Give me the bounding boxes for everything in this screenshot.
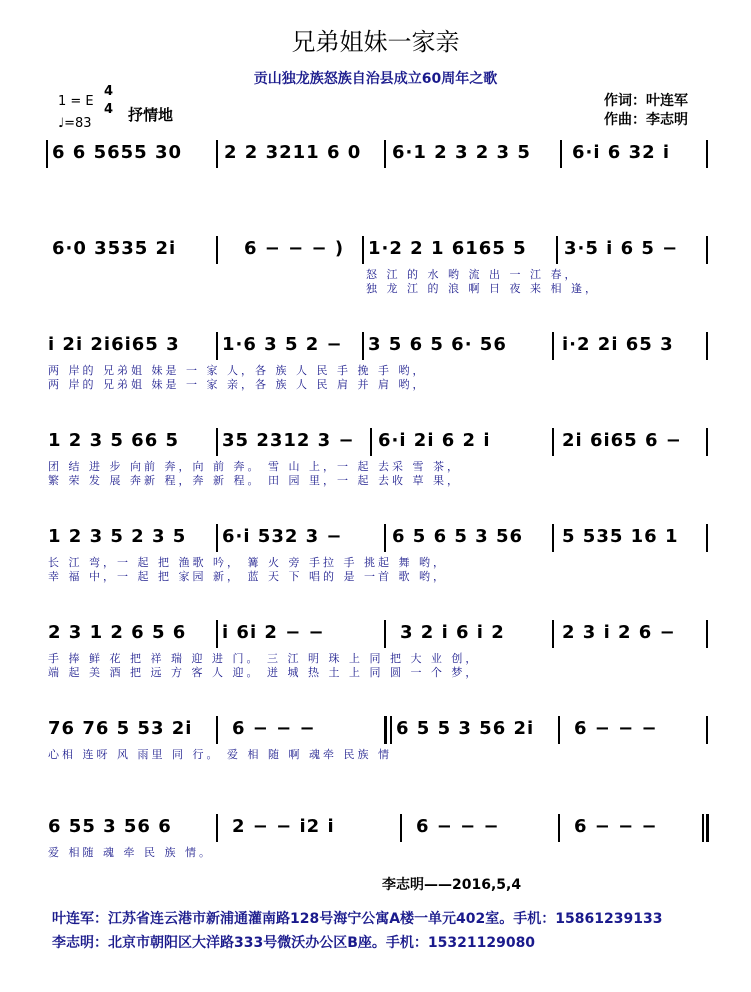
time-signature-numerator: 4 <box>104 84 114 99</box>
measure: 6·0 3535 2i <box>52 238 177 259</box>
measure: 1·6 3 5 2 − <box>222 334 343 355</box>
measure: i·2 2i 65 3 <box>562 334 674 355</box>
measure: 6 55 3 56 6 <box>48 816 172 837</box>
measure: 1 2 3 5 2 3 5 <box>48 526 187 547</box>
tempo-marking: ♩=83 <box>58 116 92 131</box>
lyric-verse-1: 两 岸的 兄弟姐 妹是 一 家 人，各 族 人 民 手 挽 手 哟， <box>48 364 427 377</box>
measure: 6 − − − <box>574 816 658 837</box>
contact-lyricist: 叶连军：江苏省连云港市新浦通灌南路128号海宁公寓A楼一单元402室。手机：15861239133 <box>52 911 663 927</box>
measure: 6 5 6 5 3 56 <box>392 526 524 547</box>
measure: 76 76 5 53 2i <box>48 718 193 739</box>
measure: 6·1 2 3 2 3 5 <box>392 142 531 163</box>
measure: 2 − − i2 i <box>232 816 335 837</box>
lyric-verse-1: 爱 相随 魂 牵 民 族 情。 <box>48 846 213 859</box>
measure: 3 5 6 5 6· 56 <box>368 334 507 355</box>
lyric-verse-2: 幸 福 中，一 起 把 家园 新， 蓝 天 下 唱的 是 一首 歌 哟， <box>48 570 447 583</box>
contact-composer: 李志明：北京市朝阳区大洋路333号微沃办公区B座。手机：15321129080 <box>52 935 536 951</box>
measure: 35 2312 3 − <box>222 430 355 451</box>
lyric-verse-1: 手 捧 鲜 花 把 祥 瑞 迎 进 门。 三 江 明 珠 上 同 把 大 业 创， <box>48 652 480 665</box>
measure: 5 535 16 1 <box>562 526 679 547</box>
measure: i 6i 2 − − <box>222 622 325 643</box>
measure: 6 − − − <box>232 718 316 739</box>
measure: 2 2 3211 6 0 <box>224 142 362 163</box>
measure: 3 2 i 6 i 2 <box>400 622 505 643</box>
lyric-verse-2: 两 岸的 兄弟姐 妹是 一 家 亲，各 族 人 民 肩 并 肩 哟， <box>48 378 427 391</box>
measure: 6·i 532 3 − <box>222 526 343 547</box>
measure: 6 − − − <box>416 816 500 837</box>
measure: 6 − − − <box>574 718 658 739</box>
measure: 6 5 5 3 56 2i <box>396 718 535 739</box>
measure: 6·i 2i 6 2 i <box>378 430 491 451</box>
measure: 6 6 5655 30 <box>52 142 182 163</box>
lyric-verse-1: 长 江 弯，一 起 把 渔歌 吟， 篝 火 旁 手拉 手 挑起 舞 哟， <box>48 556 447 569</box>
time-signature-denominator: 4 <box>104 102 114 117</box>
lyric-verse-2: 端 起 美 酒 把 远 方 客 人 迎。 迸 城 热 土 上 同 圆 一 个 梦， <box>48 666 480 679</box>
lyric-verse-2: 独 龙 江 的 浪 啊 日 夜 来 相 逢， <box>366 282 599 295</box>
lyric-verse-1: 心相 连呀 风 雨里 同 行。 爱 相 随 啊 魂牵 民族 情 <box>48 748 392 761</box>
measure: 2 3 1 2 6 5 6 <box>48 622 187 643</box>
lyric-verse-1: 团 结 进 步 向前 奔，向 前 奔。 雪 山 上，一 起 去采 雪 茶， <box>48 460 461 473</box>
lyric-verse-1: 怒 江 的 水 哟 流 出 一 江 春， <box>366 268 579 281</box>
composer-signature: 李志明——2016,5,4 <box>382 877 522 893</box>
mood-marking: 抒情地 <box>128 106 174 124</box>
composer-credit: 作曲：李志明 <box>604 112 688 128</box>
measure: 6·i 6 32 i <box>572 142 671 163</box>
key-signature: 1 = E <box>58 94 94 109</box>
measure: 6 − − − ) <box>244 238 345 259</box>
measure: 3·5 i 6 5 − <box>564 238 679 259</box>
measure: 2i 6i65 6 − <box>562 430 682 451</box>
measure: i 2i 2i6i65 3 <box>48 334 180 355</box>
measure: 1·2 2 1 6165 5 <box>368 238 527 259</box>
song-subtitle: 贡山独龙族怒族自治县成立60周年之歌 <box>253 71 498 87</box>
song-title: 兄弟姐妹一家亲 <box>291 28 460 56</box>
measure: 2 3 i 2 6 − <box>562 622 676 643</box>
measure: 1 2 3 5 66 5 <box>48 430 180 451</box>
lyricist-credit: 作词：叶连军 <box>604 93 688 109</box>
lyric-verse-2: 繁 荣 发 展 奔新 程，奔 新 程。 田 园 里，一 起 去收 草 果， <box>48 474 461 487</box>
